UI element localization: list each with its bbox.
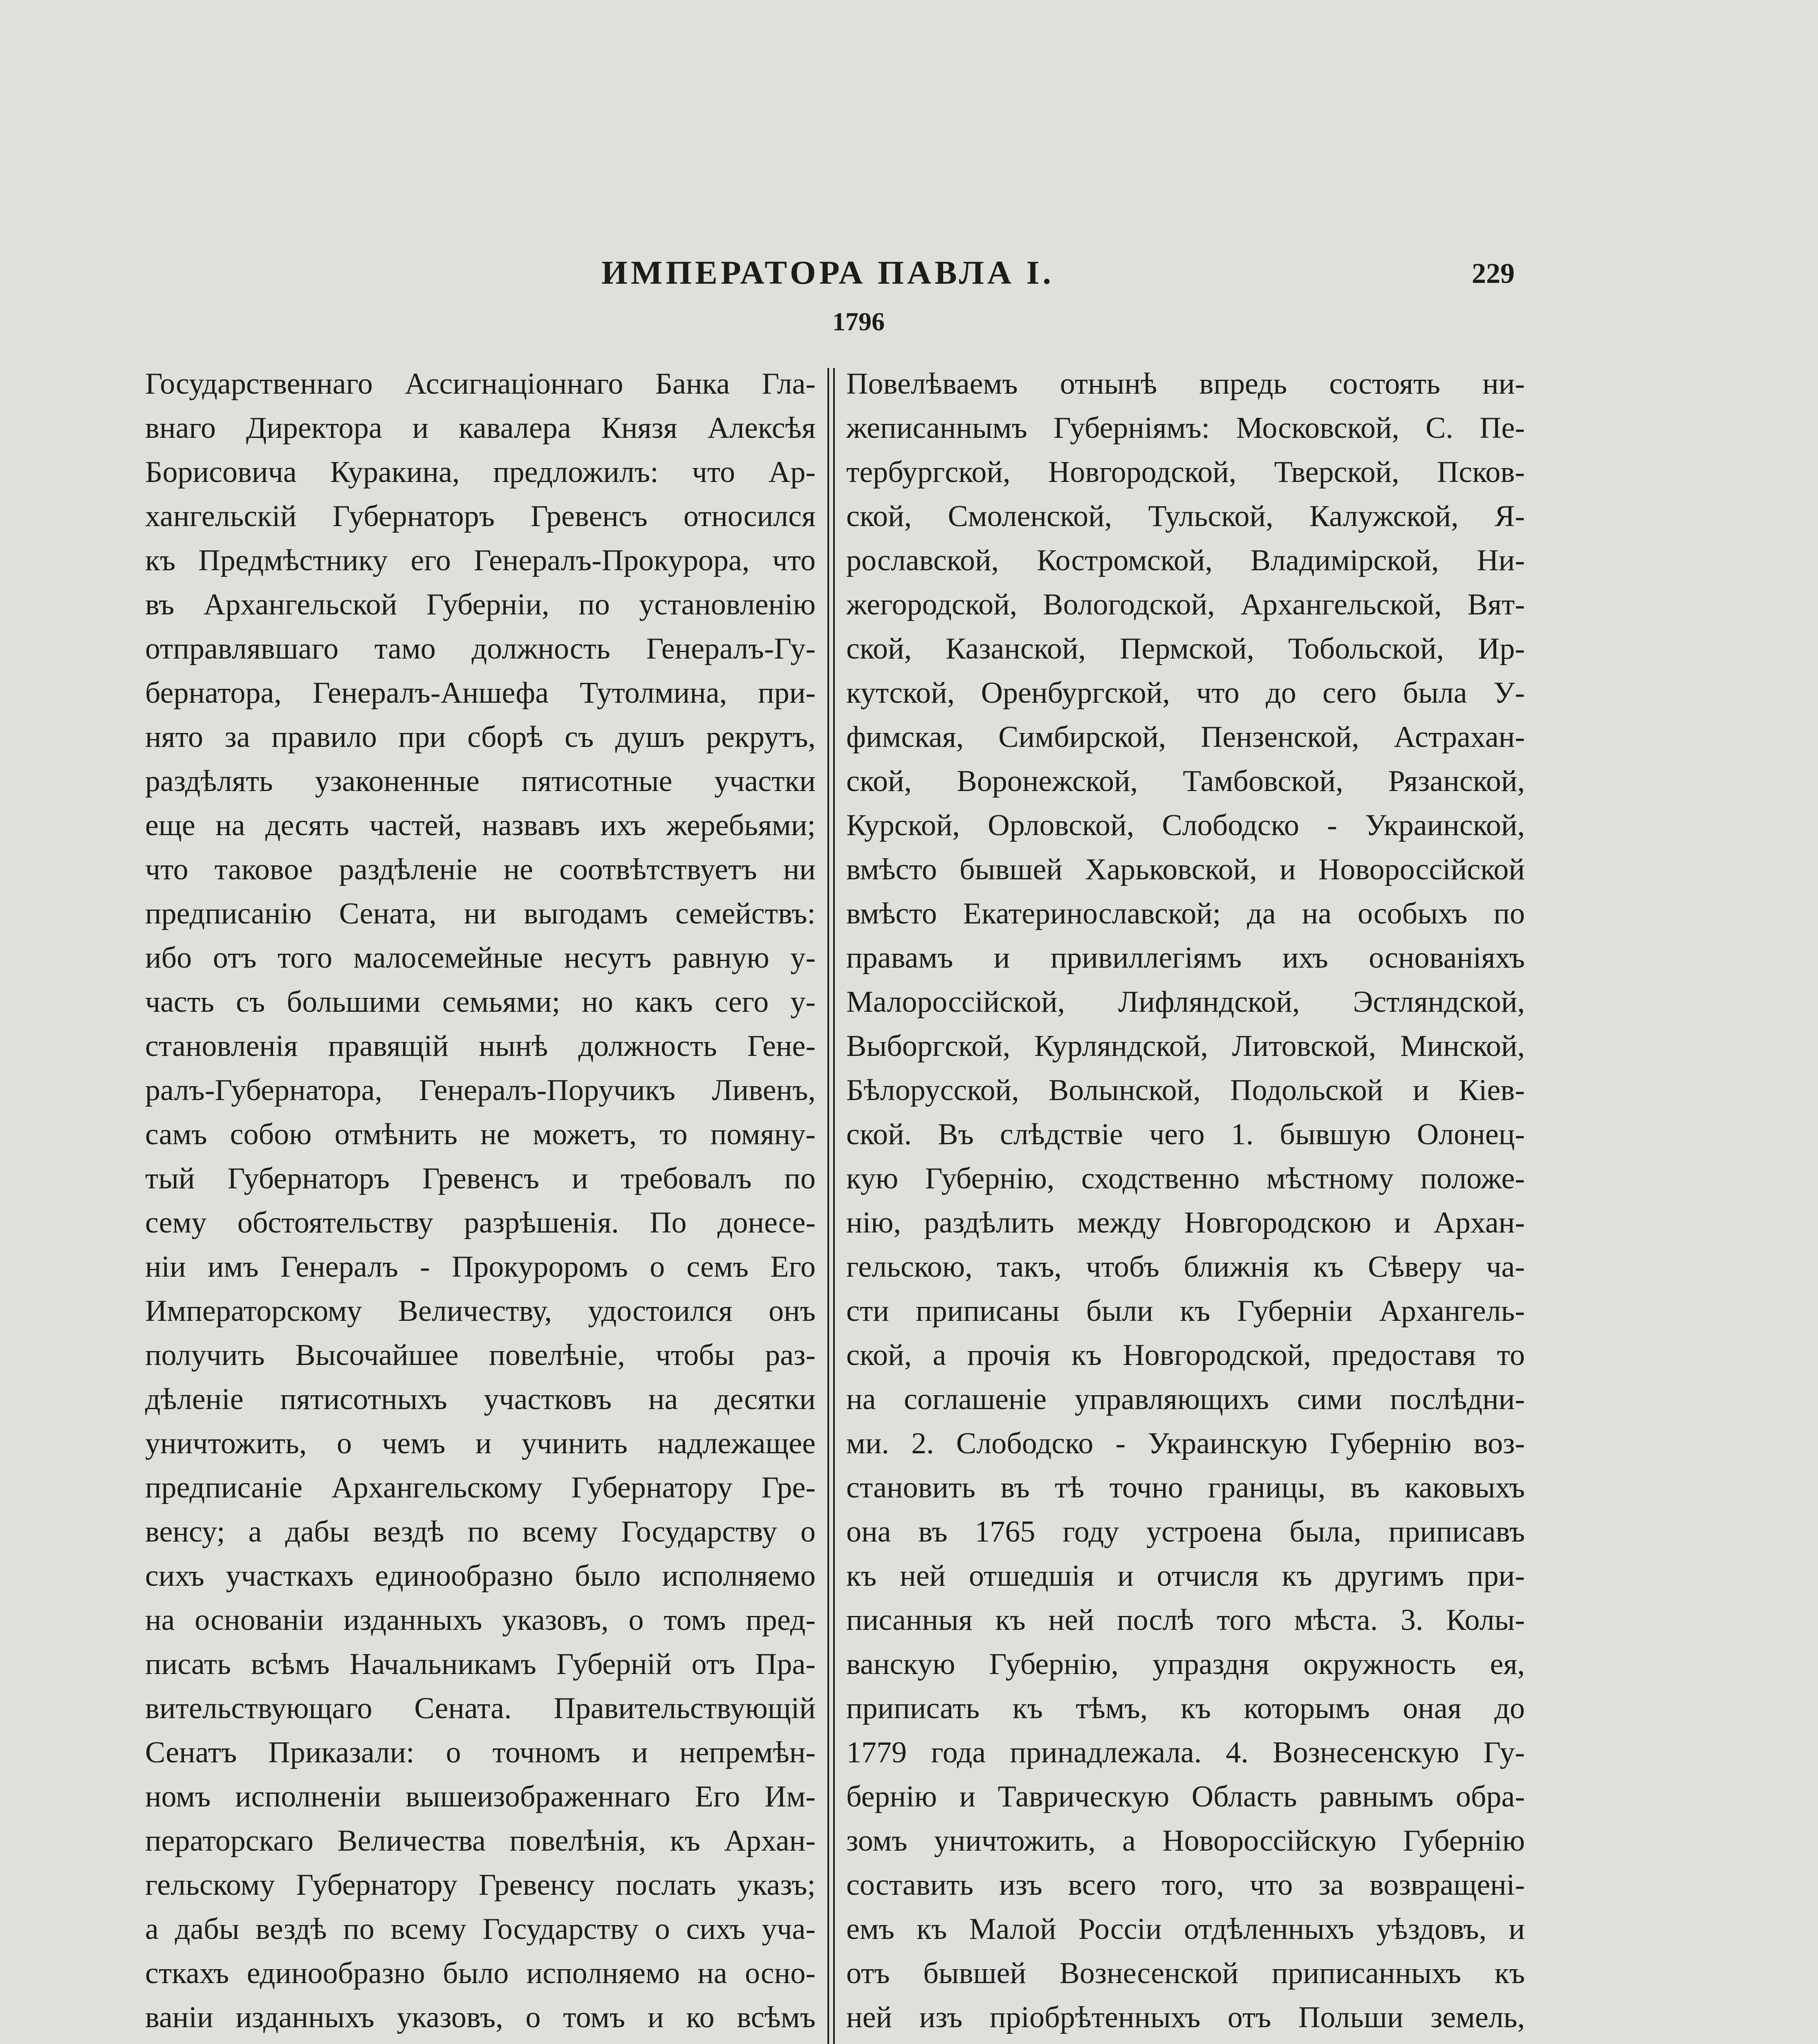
text-line: номъ исполненіи вышеизображеннаго Его Им- bbox=[145, 1780, 816, 1813]
text-line: сткахъ единообразно было исполняемо на осно- bbox=[145, 1957, 816, 1990]
text-line: на соглашеніе управляющихъ сими послѣдни- bbox=[846, 1383, 1525, 1416]
text-line: къ ней отшедшія и отчисля къ другимъ при- bbox=[846, 1559, 1525, 1593]
column-divider-rule bbox=[827, 368, 829, 2044]
text-line: ской. Въ слѣдствіе чего 1. бывшую Олонец- bbox=[846, 1118, 1525, 1151]
text-line: 1779 года принадлежала. 4. Вознесенскую Гу- bbox=[846, 1736, 1525, 1769]
text-line bbox=[145, 2040, 816, 2044]
text-line: сихъ участкахъ единообразно было исполняемо bbox=[145, 1559, 816, 1593]
text-line: на основаніи изданныхъ указовъ, о томъ пред- bbox=[145, 1603, 816, 1637]
text-line: зомъ уничтожить, а Новороссійскую Губернію bbox=[846, 1824, 1525, 1858]
text-line: къ Предмѣстнику его Генералъ-Прокурора, что bbox=[145, 544, 816, 577]
text-line: рославской, Костромской, Владимірской, Ни- bbox=[846, 544, 1525, 577]
text-line: ванскую Губернію, упраздня окружность ея, bbox=[846, 1647, 1525, 1681]
text-line: ваніи изданныхъ указовъ, о томъ и ко всѣмъ bbox=[145, 2001, 816, 2034]
text-line: гельскою, такъ, чтобъ ближнія къ Сѣверу ча- bbox=[846, 1250, 1525, 1284]
text-line: сему обстоятельству разрѣшенія. По донесе- bbox=[145, 1206, 816, 1239]
text-line: внаго Директора и кавалера Князя Алексѣя bbox=[145, 411, 816, 445]
text-line: предписанію Сената, ни выгодамъ семействъ: bbox=[145, 897, 816, 930]
text-line: ской, Казанской, Пермской, Тобольской, Ир- bbox=[846, 632, 1525, 666]
year-heading: 1796 bbox=[832, 307, 885, 336]
text-line: венсу; а дабы вездѣ по всему Государству о bbox=[145, 1515, 816, 1549]
text-line: она въ 1765 году устроена была, приписавъ bbox=[846, 1515, 1525, 1549]
text-line: ператорскаго Величества повелѣнія, къ Архан- bbox=[145, 1824, 816, 1858]
text-line: бернатора, Генералъ-Аншефа Тутолмина, при- bbox=[145, 676, 816, 710]
text-line: Малороссійской, Лифляндской, Эстляндской, bbox=[846, 985, 1525, 1019]
text-line: ралъ-Губернатора, Генералъ-Поручикъ Ливенъ, bbox=[145, 1074, 816, 1107]
text-line: гельскому Губернатору Гревенсу послать указъ; bbox=[145, 1868, 816, 1902]
text-line: тый Губернаторъ Гревенсъ и требовалъ по bbox=[145, 1162, 816, 1195]
text-line: ней изъ пріобрѣтенныхъ отъ Польши земель, bbox=[846, 2001, 1525, 2034]
running-title: ИМПЕРАТОРА ПАВЛА I. bbox=[601, 254, 1054, 291]
text-line: предписаніе Архангельскому Губернатору Гре- bbox=[145, 1471, 816, 1504]
text-line: приписать къ тѣмъ, къ которымъ оная до bbox=[846, 1692, 1525, 1725]
right-column bbox=[846, 362, 1525, 2044]
text-line: ніи имъ Генералъ - Прокуроромъ о семъ Его bbox=[145, 1250, 816, 1284]
text-line: Борисовича Куракина, предложилъ: что Ар- bbox=[145, 455, 816, 489]
left-column bbox=[145, 362, 816, 2044]
text-line: ской, Смоленской, Тульской, Калужской, Я- bbox=[846, 500, 1525, 533]
text-line bbox=[846, 2040, 1525, 2044]
text-line: отправлявшаго тамо должность Генералъ-Гу- bbox=[145, 632, 816, 666]
text-line: вмѣсто бывшей Харьковской, и Новороссійской bbox=[846, 853, 1525, 886]
text-line: ибо отъ того малосемейные несутъ равную у- bbox=[145, 941, 816, 975]
text-line: кую Губернію, сходственно мѣстному положе- bbox=[846, 1162, 1525, 1195]
text-line: что таковое раздѣленіе не соотвѣтствуетъ ни bbox=[145, 853, 816, 886]
page-header bbox=[0, 245, 1818, 303]
text-line: писать всѣмъ Начальникамъ Губерній отъ Пра- bbox=[145, 1647, 816, 1681]
text-line: емъ къ Малой Россіи отдѣленныхъ уѣздовъ, и bbox=[846, 1912, 1525, 1946]
text-line: вительствующаго Сената. Правительствующій bbox=[145, 1692, 816, 1725]
text-line: получить Высочайшее повелѣніе, чтобы раз- bbox=[145, 1338, 816, 1372]
text-line: самъ собою отмѣнить не можетъ, то помяну- bbox=[145, 1118, 816, 1151]
text-line: Государственнаго Ассигнаціоннаго Банка Гла- bbox=[145, 367, 816, 401]
text-line: Выборгской, Курляндской, Литовской, Минской, bbox=[846, 1029, 1525, 1063]
text-line: фимская, Симбирской, Пензенской, Астрахан- bbox=[846, 720, 1525, 754]
text-line: раздѣлять узаконенные пятисотные участки bbox=[145, 764, 816, 798]
text-line: а дабы вездѣ по всему Государству о сихъ уча- bbox=[145, 1912, 816, 1946]
text-line: нію, раздѣлить между Новгородскою и Архан- bbox=[846, 1206, 1525, 1239]
text-line: вмѣсто Екатеринославской; да на особыхъ по bbox=[846, 897, 1525, 930]
text-line: нято за правило при сборѣ съ душъ рекрутъ, bbox=[145, 720, 816, 754]
text-line: кутской, Оренбургской, что до сего была У- bbox=[846, 676, 1525, 710]
text-line: тербургской, Новгородской, Тверской, Псков- bbox=[846, 455, 1525, 489]
text-line: сти приписаны были къ Губерніи Архангель- bbox=[846, 1294, 1525, 1328]
text-line: Императорскому Величеству, удостоился онъ bbox=[145, 1294, 816, 1328]
text-line: часть съ большими семьями; но какъ сего у- bbox=[145, 985, 816, 1019]
text-line: дѣленіе пятисотныхъ участковъ на десятки bbox=[145, 1383, 816, 1416]
page-number: 229 bbox=[1472, 258, 1515, 289]
text-line: становить въ тѣ точно границы, въ каковыхъ bbox=[846, 1471, 1525, 1504]
text-line: составить изъ всего того, что за возвращені- bbox=[846, 1868, 1525, 1902]
text-line: Курской, Орловской, Слободско - Украинской, bbox=[846, 809, 1525, 842]
text-line: Повелѣваемъ отнынѣ впредь состоять ни- bbox=[846, 367, 1525, 401]
text-line: бернію и Таврическую Область равнымъ обра- bbox=[846, 1780, 1525, 1813]
text-line: правамъ и привиллегіямъ ихъ основаніяхъ bbox=[846, 941, 1525, 975]
text-line: писанныя къ ней послѣ того мѣста. 3. Колы- bbox=[846, 1603, 1525, 1637]
text-line: уничтожить, о чемъ и учинить надлежащее bbox=[145, 1427, 816, 1460]
text-line: жеписаннымъ Губерніямъ: Московской, С. Пе- bbox=[846, 411, 1525, 445]
text-line: ской, Воронежской, Тамбовской, Рязанской, bbox=[846, 764, 1525, 798]
text-line: Сенатъ Приказали: о точномъ и непремѣн- bbox=[145, 1736, 816, 1769]
text-line: ской, а прочія къ Новгородской, предоставя то bbox=[846, 1338, 1525, 1372]
text-line: жегородской, Вологодской, Архангельской, Вят- bbox=[846, 588, 1525, 621]
column-divider-rule bbox=[833, 368, 835, 2044]
text-line: становленія правящій нынѣ должность Гене- bbox=[145, 1029, 816, 1063]
text-line: ми. 2. Слободско - Украинскую Губернію воз- bbox=[846, 1427, 1525, 1460]
text-line: въ Архангельской Губерніи, по установленію bbox=[145, 588, 816, 621]
text-line: отъ бывшей Вознесенской приписанныхъ къ bbox=[846, 1957, 1525, 1990]
text-line: Бѣлорусской, Волынской, Подольской и Кіев- bbox=[846, 1074, 1525, 1107]
text-line: еще на десять частей, назвавъ ихъ жеребьями; bbox=[145, 809, 816, 842]
text-line: хангельскій Губернаторъ Гревенсъ относился bbox=[145, 500, 816, 533]
